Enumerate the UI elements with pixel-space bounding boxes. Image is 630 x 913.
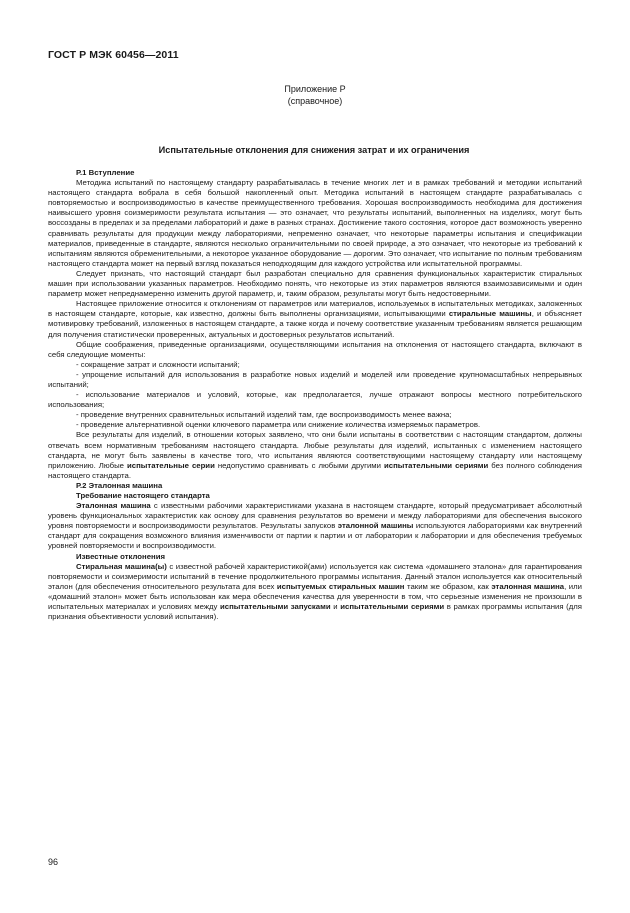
appendix-heading [0,84,630,107]
paragraph: Следует признать, что настоящий стандарт был разработан специально для сравнения функциональных характеристик стиральных машин при использовании указанных параметров. Необходимо понять, что некоторые из этих параметров являются взаимозависимыми и один параметр может непреднамеренно изменить другой параметр, и, таким образом, результаты могут быть недостоверными. [48,268,582,299]
list-item: - сокращение затрат и сложности испытаний; [76,359,240,369]
text-run: с известными рабочими характеристиками указана в настоящем стандарте, который предусматривает абсолютный уровень функциональных характеристик как основу для сравнения результатов во времени и между лабораториями для обеспечения высокого уровня повторяемости и воспроизводимости результатов. Результаты запусков [48,501,582,531]
text-run: , или «домашний эталон» может быть использован как мера обеспечения качества для уверенности в том, что серьезные изменения не произошли в испытательных материалах и условиях между [48,581,582,612]
section-heading-p2: Р.2 Эталонная машина [76,480,163,490]
paragraph [48,430,582,480]
text-run: используются лабораториями как внутренний стандарт для сокращения возможного влияния изменчивости от партии к партии и от лаборатории к лаборатории и для обеспечения требуемых уровней повторяемости и воспроизводимости. [48,521,582,551]
paragraph: Методика испытаний по настоящему стандарту разрабатывалась в течение многих лет и в рамках требований и методики испытаний настоящего стандарта вобрала в себя большой накопленный опыт. Методика испытаний в настоящем стандарте разрабатывалась с повторяемостью и воспроизводимостью в качестве преимущественного требования. Хорошая воспроизводимость необходима для достижения наивысшего уровня соизмеримости результата испытания — это означает, что результаты испытаний, выполненных на изделиях, могут быть воссозданы в пределах и за пределами лабораторий и даже в разных странах. Достижение такого состояния, которое даст возможность уверенно сравнивать результаты для продукции между лабораториями, непременно означает, что некоторые параметры испытания и спецификации материалов, приведенные в стандарте, являются несколько ограничительными по своей природе, а это означает, что некоторые из требований к испытаниям являются обременительными, а некоторое указанное оборудование — дорогим. Это означает, что испытание по полным требованиям настоящего стандарта может на первый взгляд показаться неподходящим для каждого устройства или испытательной программы. [48,178,582,268]
term-bold: испытуемых стиральных машин [276,581,405,591]
page-title: Испытательные отклонения для снижения затрат и их ограничения [158,145,470,155]
term-bold: Стиральная машина(ы) [76,561,167,571]
text-run: и [330,602,341,612]
paragraph: Общие соображения, приведенные организациями, осуществляющими испытания на отклонения от настоящего стандарта, включают в себя следующие моменты: [48,339,582,359]
document-body [48,168,582,622]
term-bold: испытательными сериями [384,460,489,470]
appendix-label: Приложение Р [284,84,346,94]
paragraph [48,562,582,623]
list-item: - проведение внутренних сравнительных испытаний изделий там, где воспроизводимость менее важна; [76,410,452,420]
term-bold: Эталонная машина [76,501,151,511]
text-run: таким же образом, как [404,581,492,591]
text-run: Настоящее приложение относится к отклонениям от параметров или материалов, используемых в испытательных методиках, заложенных в настоящем стандарте, которые, как известно, должны быть выполнены организациями, испытывающими [48,299,582,319]
term-bold: испытательными запусками [220,602,331,612]
list-item: - упрощение испытаний для использования в разработке новых изделий и моделей или проведение крупномасштабных непрерывных испытаний; [48,369,582,389]
text-run: в рамках программы испытания (для признания объективности условий испытания). [48,602,582,622]
subheading-known-deviations: Известные отклонения [76,551,165,561]
text-run: с известной рабочей характеристикой(ами) используется как система «домашнего эталона» для гарантирования повторяемости и соизмеримости испытаний в течение продолжительного программы испытания. Данный эталон используется как относительный эталон (для обеспечения относительного результата для всех [48,561,582,591]
term-bold: эталонной машины [337,521,414,531]
paragraph [48,501,582,551]
page-number: 96 [48,857,59,867]
standard-header: ГОСТ Р МЭК 60456—2011 [48,49,179,61]
text-run: недопустимо сравнивать с любыми другими [214,460,384,470]
text-run: Все результаты для изделий, в отношении которых заявлено, что они были испытаны в соответствии с настоящим стандартом, должны отвечать всем нормативным требованиям настоящего стандарта. Любые результаты для изделий, испытанных с изменением настоящего стандарта, не могут быть заявлены в качестве того, что испытания являются соответствующими настоящему стандарту или настоящему приложению. Любые [48,430,582,470]
section-heading-p1: Р.1 Вступление [76,168,135,177]
paragraph [48,299,582,339]
appendix-type: (справочное) [287,95,343,106]
term-bold: стиральные машины [448,309,532,319]
list-item: - проведение альтернативной оценки ключевого параметра или снижение количества измеряемых параметров. [76,420,481,430]
text-run: , и объясняет мотивировку требований, изложенных в настоящем стандарте, а также когда и почему соответствие указанным требованиям является решающим для получения статистически проверенных, актуальных и достоверных результатов испытаний. [48,309,582,339]
term-bold: испытательные серии [127,460,215,470]
term-bold: эталонная машина [491,581,565,591]
list-item: - использование материалов и условий, которые, как предполагается, лучше отражают вопросы местного потребительского использования; [48,390,582,410]
text-run: без полного соблюдения настоящего стандарта. [48,460,582,480]
term-bold: испытательными сериями [340,602,445,612]
subheading-requirement: Требование настоящего стандарта [76,491,210,500]
